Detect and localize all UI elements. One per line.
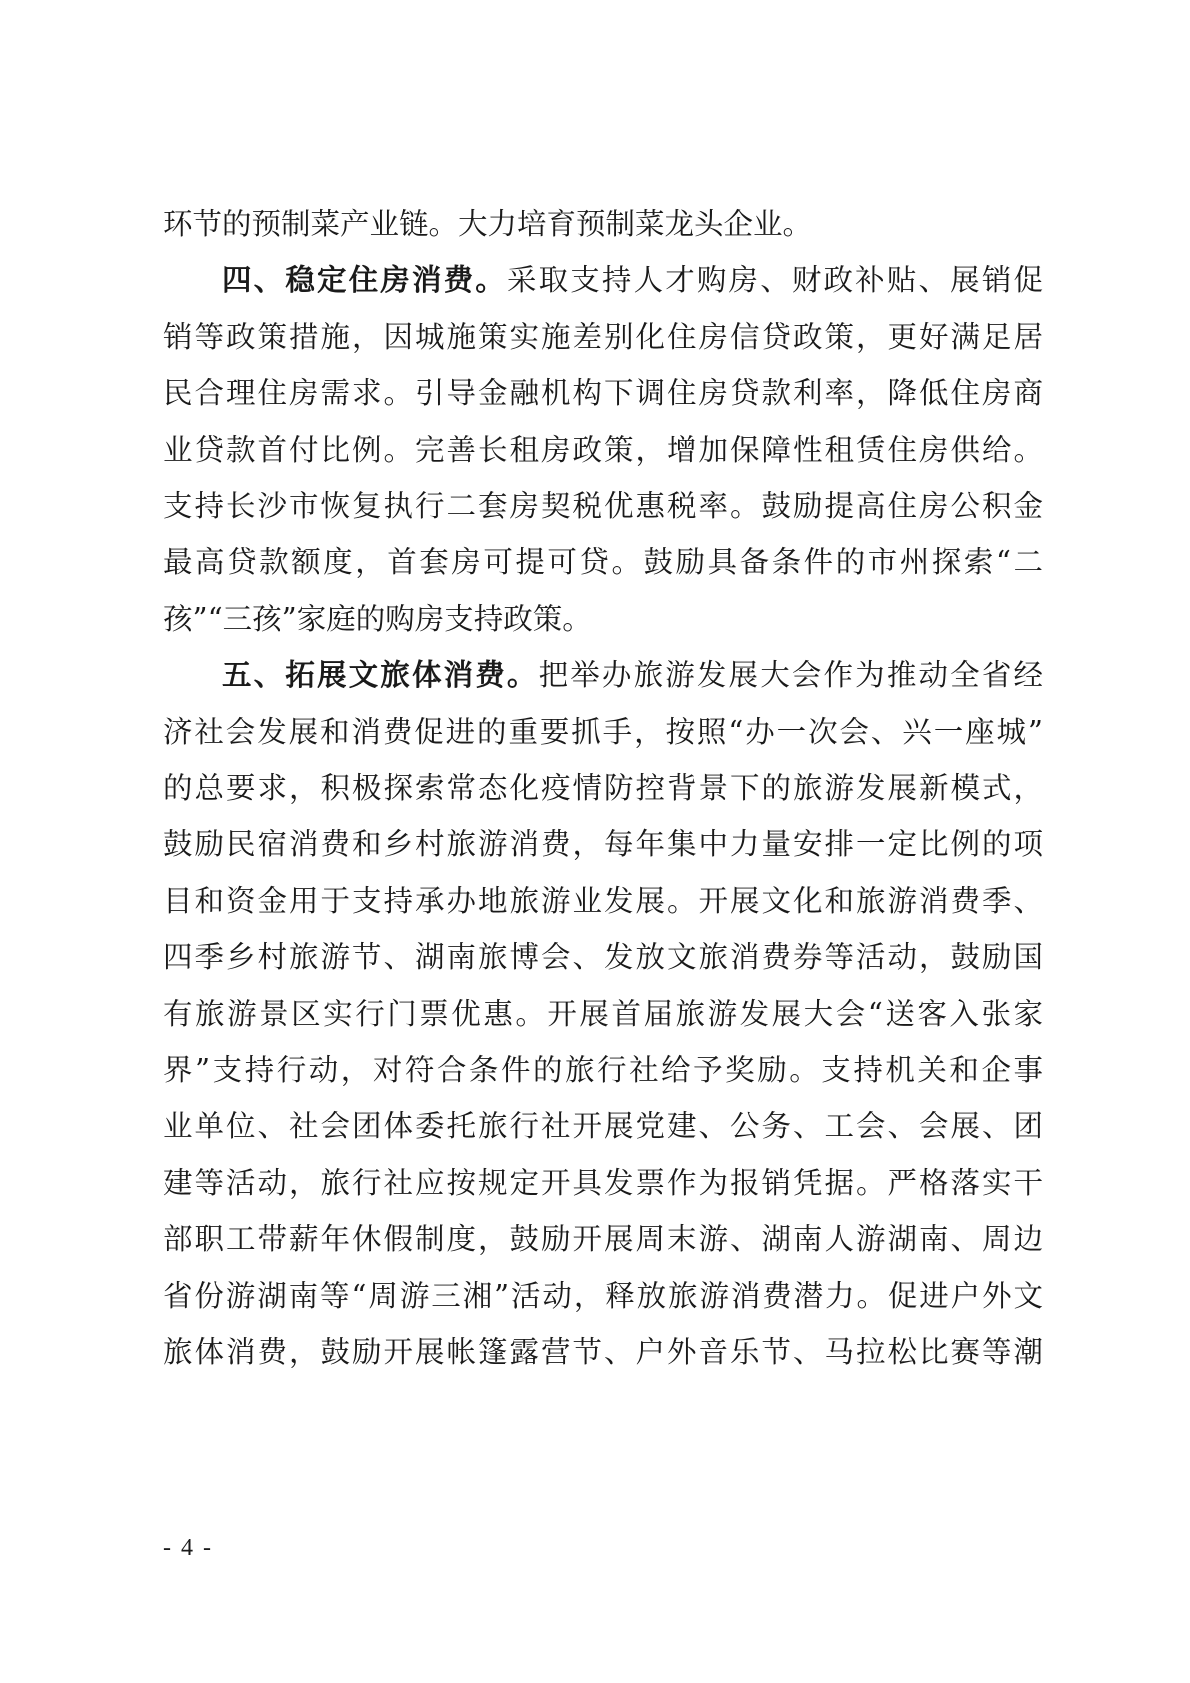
para3-line-3: 的总要求，积极探索常态化疫情防控背景下的旅游发展新模式， xyxy=(163,771,1043,805)
para3-heading: 五、拓展文旅体消费。 xyxy=(222,658,539,692)
para3-line-5: 目和资金用于支持承办地旅游业发展。开展文化和旅游消费季、 xyxy=(163,884,1043,918)
para3-line-12: 省份游湖南等“周游三湘”活动，释放旅游消费潜力。促进户外文 xyxy=(163,1279,1043,1313)
para2-line-5: 支持长沙市恢复执行二套房契税优惠税率。鼓励提高住房公积金 xyxy=(163,489,1043,523)
para3-line-6: 四季乡村旅游节、湖南旅博会、发放文旅消费券等活动，鼓励国 xyxy=(163,940,1043,974)
para2-line-4: 业贷款首付比例。完善长租房政策，增加保障性租赁住房供给。 xyxy=(163,433,1043,467)
para2-line-2: 销等政策措施，因城施策实施差别化住房信贷政策，更好满足居 xyxy=(163,320,1043,354)
para2-line-1-text: 采取支持人才购房、财政补贴、展销促 xyxy=(506,263,1043,297)
page-number: - 4 - xyxy=(163,1535,213,1561)
para3-line-2: 济社会发展和消费促进的重要抓手，按照“办一次会、兴一座城” xyxy=(163,715,1043,749)
para2-line-6: 最高贷款额度，首套房可提可贷。鼓励具备条件的市州探索“二 xyxy=(163,545,1043,579)
para3-line-1 xyxy=(222,653,1043,697)
para2-line-3: 民合理住房需求。引导金融机构下调住房贷款利率，降低住房商 xyxy=(163,376,1043,410)
para3-line-13: 旅体消费，鼓励开展帐篷露营节、户外音乐节、马拉松比赛等潮 xyxy=(163,1335,1043,1369)
para3-line-9: 业单位、社会团体委托旅行社开展党建、公务、工会、会展、团 xyxy=(163,1109,1043,1143)
para3-line-11: 部职工带薪年休假制度，鼓励开展周末游、湖南人游湖南、周边 xyxy=(163,1222,1043,1256)
para3-line-1-text: 把举办旅游发展大会作为推动全省经 xyxy=(538,658,1043,692)
para2-line-1 xyxy=(222,258,1043,302)
para3-line-8: 界”支持行动，对符合条件的旅行社给予奖励。支持机关和企事 xyxy=(163,1053,1043,1087)
para3-line-7: 有旅游景区实行门票优惠。开展首届旅游发展大会“送客入张家 xyxy=(163,997,1043,1031)
para3-line-4: 鼓励民宿消费和乡村旅游消费，每年集中力量安排一定比例的项 xyxy=(163,827,1043,861)
para2-heading: 四、稳定住房消费。 xyxy=(222,263,507,297)
para1-line-1: 环节的预制菜产业链。大力培育预制菜龙头企业。 xyxy=(163,207,813,241)
para2-line-7: 孩”“三孩”家庭的购房支持政策。 xyxy=(163,602,592,636)
para3-line-10: 建等活动，旅行社应按规定开具发票作为报销凭据。严格落实干 xyxy=(163,1166,1043,1200)
